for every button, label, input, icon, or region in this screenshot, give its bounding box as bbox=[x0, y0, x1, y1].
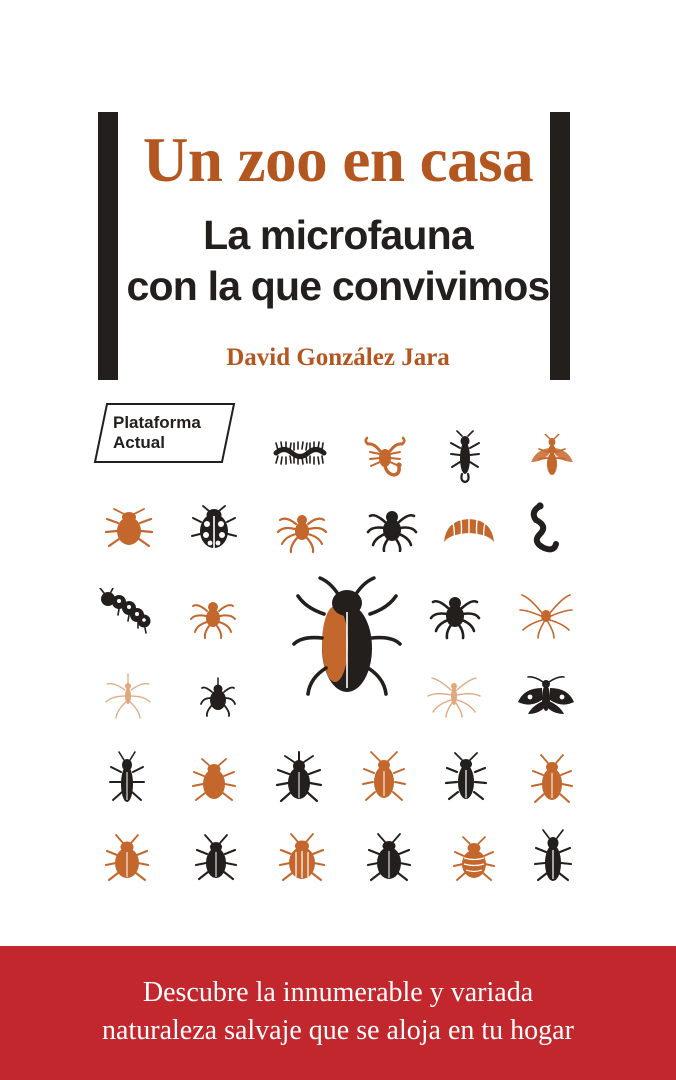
spider-small-icon bbox=[188, 592, 238, 640]
mosquito-icon bbox=[104, 672, 152, 720]
book-author: David González Jara bbox=[226, 344, 450, 371]
beetle-orange-icon bbox=[530, 752, 574, 806]
tick-icon bbox=[200, 674, 236, 718]
banner-tagline-line2: naturaleza salvaje que se aloja en tu hogar bbox=[102, 1015, 574, 1046]
moth-icon bbox=[516, 674, 576, 718]
ground-beetle-icon bbox=[532, 828, 574, 886]
leaf-beetle-icon bbox=[278, 832, 326, 884]
spider-dark-icon bbox=[366, 502, 418, 552]
grub-larva-icon bbox=[438, 512, 500, 552]
winged-ant-icon bbox=[528, 434, 576, 480]
earwig-dark-icon bbox=[444, 750, 488, 806]
roach-orange-icon bbox=[360, 750, 408, 804]
crane-fly-icon bbox=[426, 674, 482, 718]
weevil-icon bbox=[274, 750, 324, 804]
earwig-icon bbox=[448, 430, 482, 484]
ladybug-icon bbox=[191, 504, 237, 554]
banner-tagline bbox=[40, 974, 636, 1050]
insect-illustration-grid bbox=[78, 420, 598, 920]
publisher-name-line2: Actual bbox=[113, 433, 165, 452]
book-title: Un zoo en casa bbox=[142, 125, 534, 195]
cockroach-icon bbox=[104, 508, 154, 550]
small-roach-icon bbox=[190, 756, 238, 804]
bedbug-icon bbox=[452, 834, 496, 884]
publisher-name-line1: Plataforma bbox=[113, 413, 201, 432]
caterpillar-icon bbox=[98, 588, 158, 634]
banner-tagline-line1: Descubre la innumerable y variada bbox=[142, 977, 534, 1008]
beetle-long-icon bbox=[106, 750, 148, 808]
worm-icon bbox=[526, 502, 570, 556]
scorpion-icon bbox=[361, 432, 409, 480]
bottom-banner bbox=[0, 946, 676, 1080]
beetle-dark-icon bbox=[194, 832, 238, 884]
book-subtitle-line2: con la que convivimos bbox=[126, 263, 550, 309]
beetle-round-icon bbox=[104, 832, 150, 884]
harvestman-icon bbox=[518, 592, 574, 640]
title-block bbox=[0, 112, 676, 380]
centipede-icon bbox=[270, 438, 330, 468]
black-beetle-icon bbox=[366, 832, 412, 884]
book-subtitle bbox=[110, 210, 566, 312]
large-beetle-icon bbox=[290, 570, 404, 702]
spider-black-icon bbox=[428, 586, 482, 640]
spider-icon bbox=[276, 504, 328, 554]
book-subtitle-line1: La microfauna bbox=[203, 212, 473, 258]
